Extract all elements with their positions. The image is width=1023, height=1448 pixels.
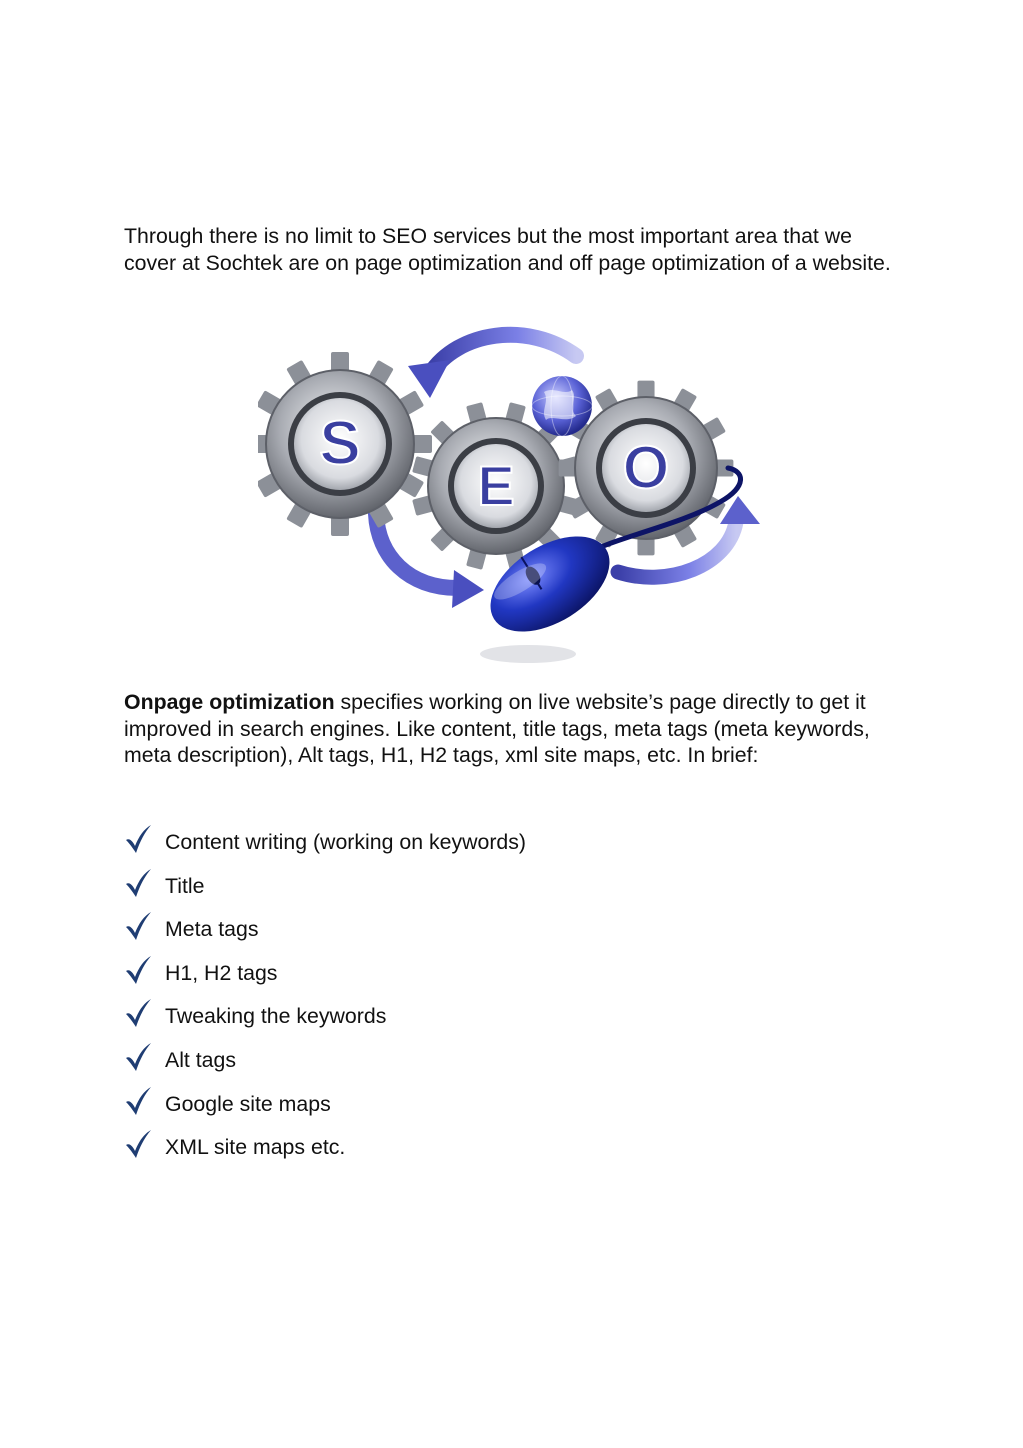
seo-illustration xyxy=(258,326,768,666)
list-item xyxy=(124,1084,526,1128)
seo-letter-e: E xyxy=(477,454,515,517)
intro-paragraph: Through there is no limit to SEO services but the most important area that we cover at Sochtek are on page optimization and off page optimization of a website. xyxy=(124,224,891,275)
checkmark-icon xyxy=(124,868,152,898)
checklist-item-label: XML site maps etc. xyxy=(165,1135,346,1160)
list-item xyxy=(124,953,526,997)
list-item xyxy=(124,866,526,910)
globe-icon xyxy=(532,376,592,436)
list-item xyxy=(124,996,526,1040)
onpage-paragraph xyxy=(124,689,896,769)
seo-letter-o: O xyxy=(622,434,670,501)
checklist-item-label: H1, H2 tags xyxy=(165,960,278,985)
checkmark-icon xyxy=(124,955,152,985)
checklist-item-label: Title xyxy=(165,873,205,898)
checklist-item-label: Google site maps xyxy=(165,1091,331,1116)
checklist-item-label: Alt tags xyxy=(165,1047,237,1072)
list-item xyxy=(124,1127,526,1171)
checkmark-icon xyxy=(124,824,152,854)
checklist-item-label: Tweaking the keywords xyxy=(165,1004,387,1029)
checkmark-icon xyxy=(124,911,152,941)
list-item xyxy=(124,1040,526,1084)
list-item xyxy=(124,909,526,953)
checklist-item-label: Meta tags xyxy=(165,917,259,942)
list-item xyxy=(124,822,526,866)
gear-icon xyxy=(258,352,432,536)
checkmark-icon xyxy=(124,1129,152,1159)
checklist xyxy=(124,822,526,1171)
onpage-text: specifies working on live website’s page directly to get it improved in search engines. Like content, title tags, meta tags (meta keywords, meta description), Alt tags, H1, H2 tags, xml site maps, etc. In brief: xyxy=(124,690,870,768)
checklist-item-label: Content writing (working on keywords) xyxy=(165,830,527,854)
checkmark-icon xyxy=(124,1086,152,1116)
seo-letter-s: S xyxy=(319,409,361,478)
checkmark-icon xyxy=(124,1042,152,1072)
checkmark-icon xyxy=(124,998,152,1028)
onpage-lead: Onpage optimization xyxy=(124,690,335,714)
